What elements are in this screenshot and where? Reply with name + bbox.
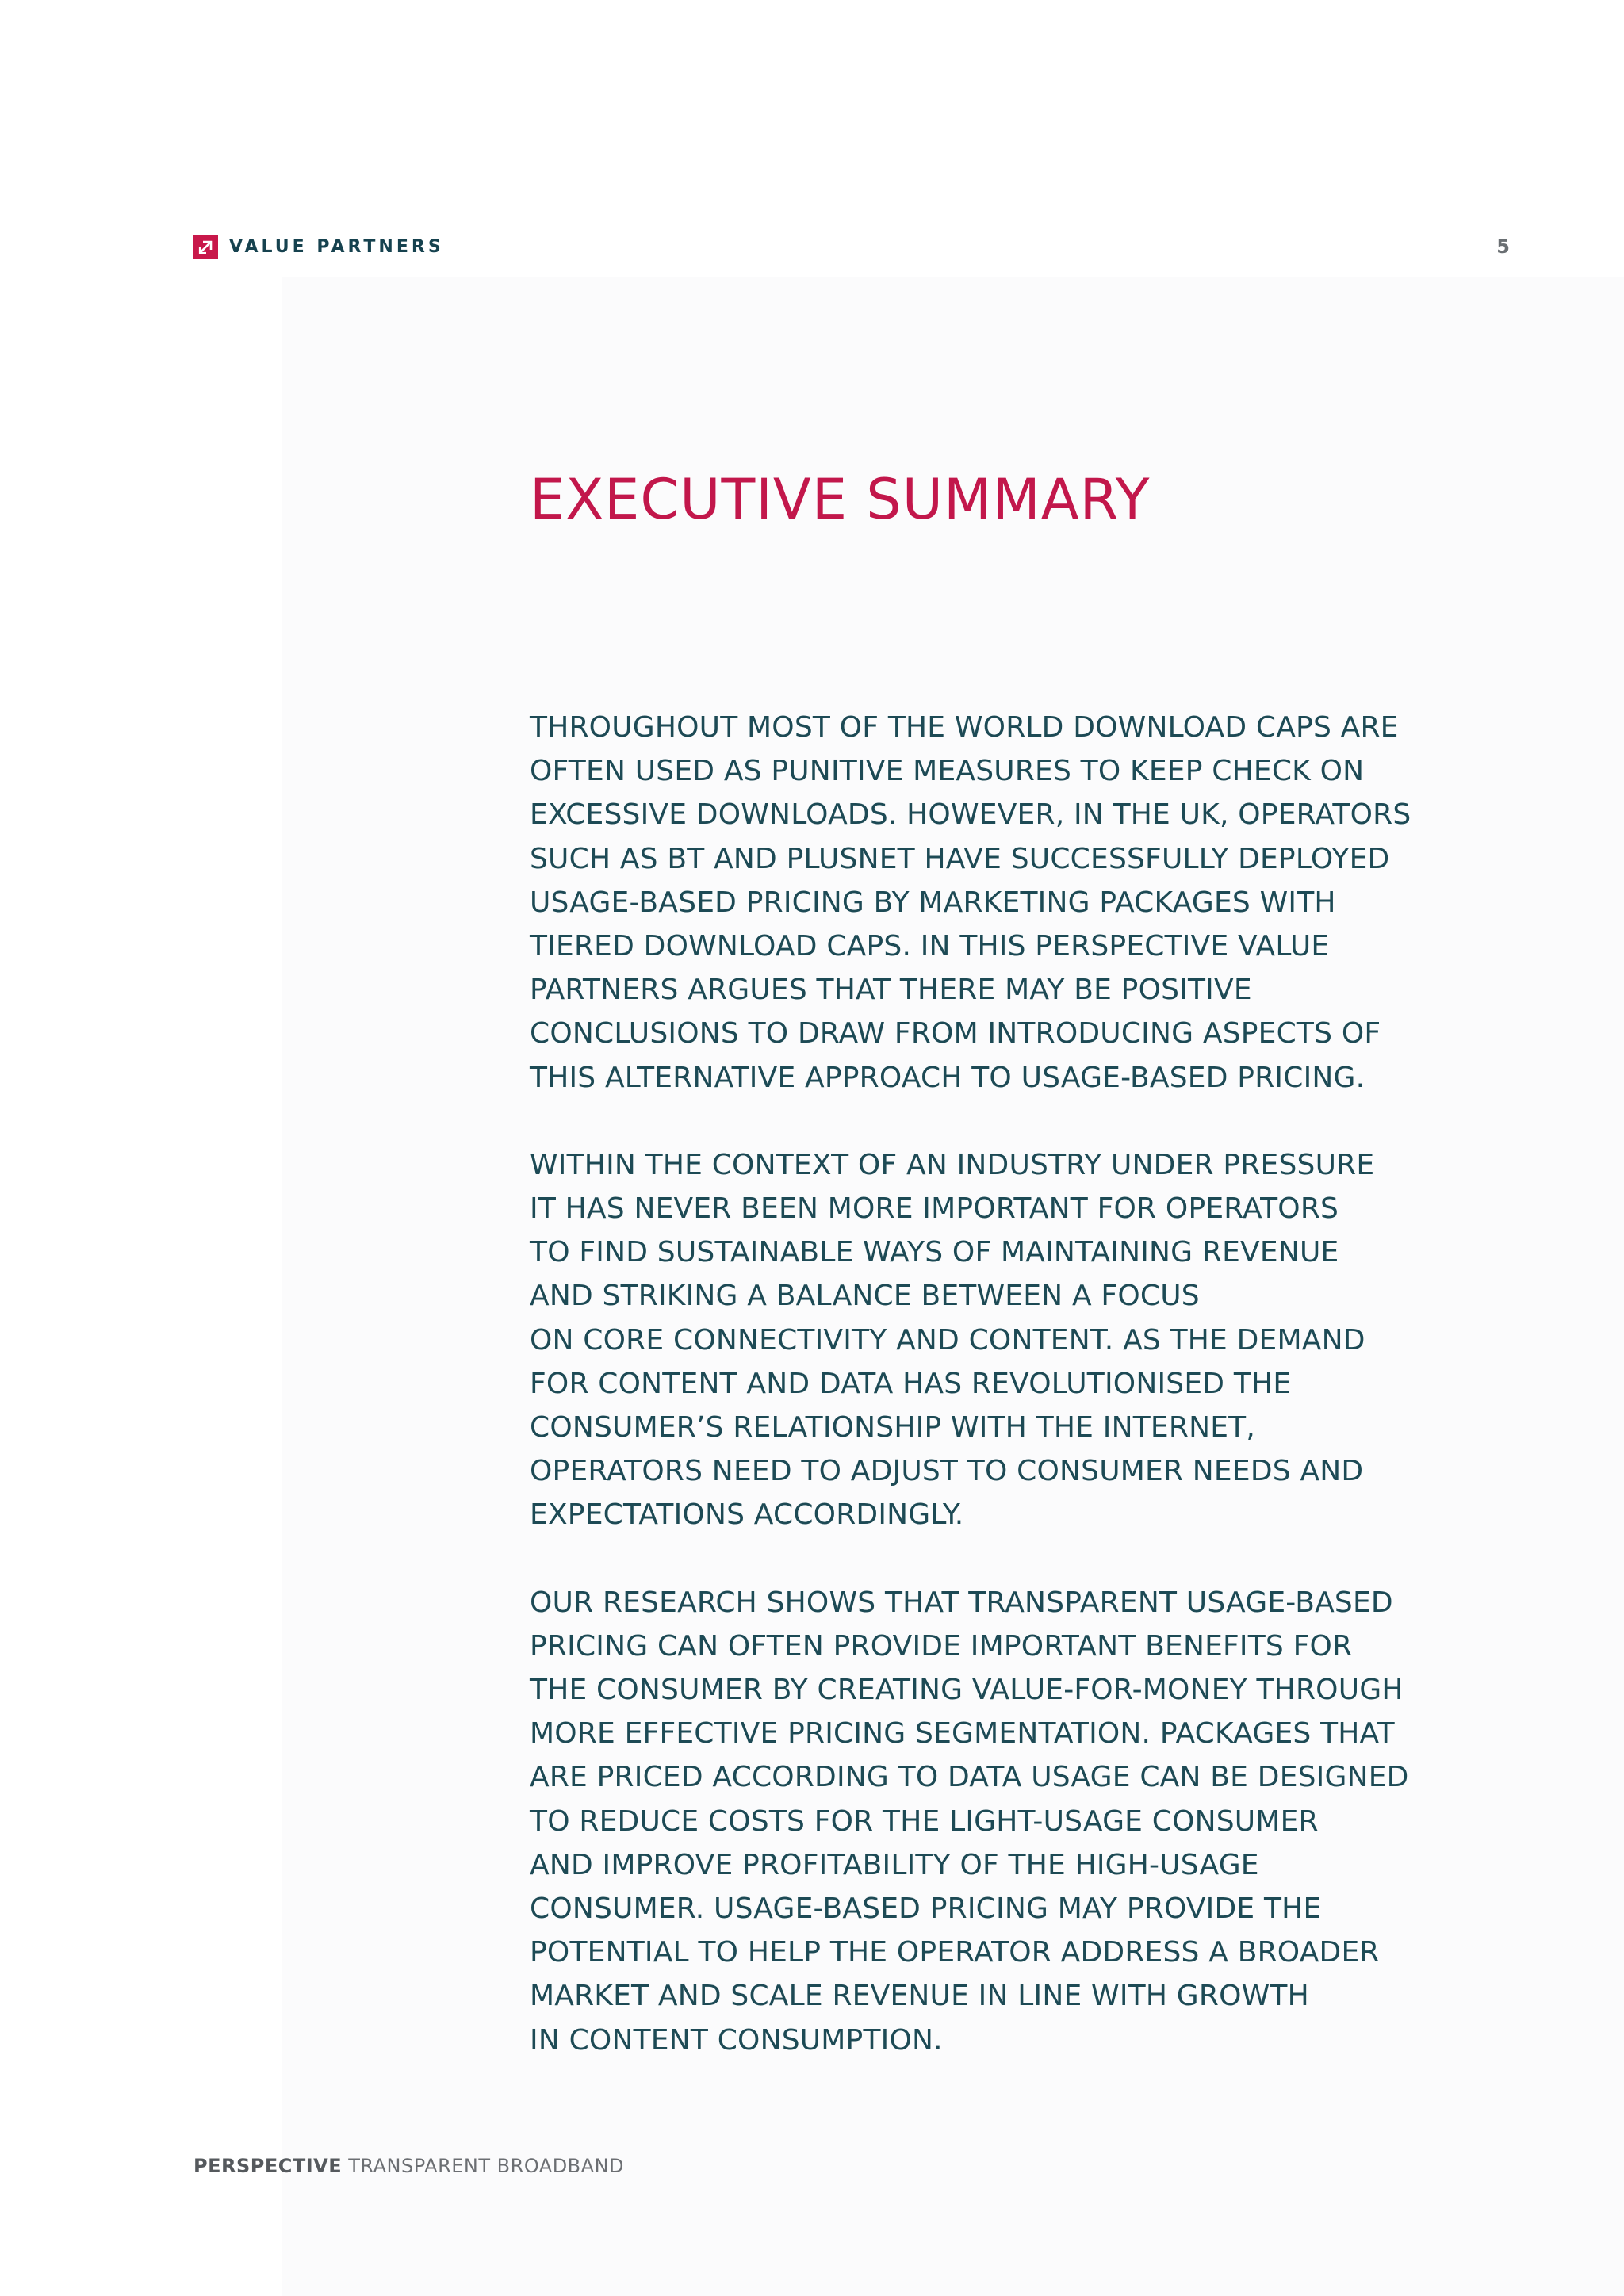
page-title: EXECUTIVE SUMMARY: [530, 467, 1151, 532]
summary-paragraph-3: OUR RESEARCH SHOWS THAT TRANSPARENT USAGE-BASED PRICING CAN OFTEN PROVIDE IMPORTANT BENEFITS FOR THE CONSUMER BY CREATING VALUE-FOR-MONEY THROUGH MORE EFFECTIVE PRICING SEGMENTATION. PACKAGES THAT ARE PRICED ACCORDING TO DATA USAGE CAN BE DESIGNED TO REDUCE COSTS FOR THE LIGHT-USAGE CONSUMER AND IMPROVE PROFITABILITY OF THE HIGH-USAGE CONSUMER. USAGE-BASED PRICING MAY PROVIDE THE POTENTIAL TO HELP THE OPERATOR ADDRESS A BROADER MARKET AND SCALE REVENUE IN LINE WITH GROWTH IN CONTENT CONSUMPTION.: [530, 1586, 1409, 2057]
summary-paragraph-2: WITHIN THE CONTEXT OF AN INDUSTRY UNDER PRESSURE IT HAS NEVER BEEN MORE IMPORTANT FOR OPERATORS TO FIND SUSTAINABLE WAYS OF MAINTAINING REVENUE AND STRIKING A BALANCE BETWEEN A FOCUS ON CORE CONNECTIVITY AND CONTENT. AS THE DEMAND FOR CONTENT AND DATA HAS REVOLUTIONISED THE CONSUMER’S RELATIONSHIP WITH THE INTERNET, OPERATORS NEED TO ADJUST TO CONSUMER NEEDS AND EXPECTATIONS ACCORDINGLY.: [530, 1148, 1375, 1532]
page-header: [193, 233, 1510, 260]
summary-body: [530, 706, 1513, 2106]
page-number: 5: [1496, 235, 1510, 258]
footer-series-label: PERSPECTIVE: [193, 2155, 343, 2177]
value-partners-logo: [193, 233, 444, 260]
page-footer: [193, 2155, 624, 2177]
footer-title: TRANSPARENT BROADBAND: [348, 2155, 624, 2177]
summary-paragraph-1: THROUGHOUT MOST OF THE WORLD DOWNLOAD CAPS ARE OFTEN USED AS PUNITIVE MEASURES TO KEEP CHECK ON EXCESSIVE DOWNLOADS. HOWEVER, IN THE UK, OPERATORS SUCH AS BT AND PLUSNET HAVE SUCCESSFULLY DEPLOYED USAGE-BASED PRICING BY MARKETING PACKAGES WITH TIERED DOWNLOAD CAPS. IN THIS PERSPECTIVE VALUE PARTNERS ARGUES THAT THERE MAY BE POSITIVE CONCLUSIONS TO DRAW FROM INTRODUCING ASPECTS OF THIS ALTERNATIVE APPROACH TO USAGE-BASED PRICING.: [530, 711, 1411, 1094]
arrow-logo-icon: [193, 235, 218, 259]
logo-text: VALUE PARTNERS: [229, 236, 444, 257]
